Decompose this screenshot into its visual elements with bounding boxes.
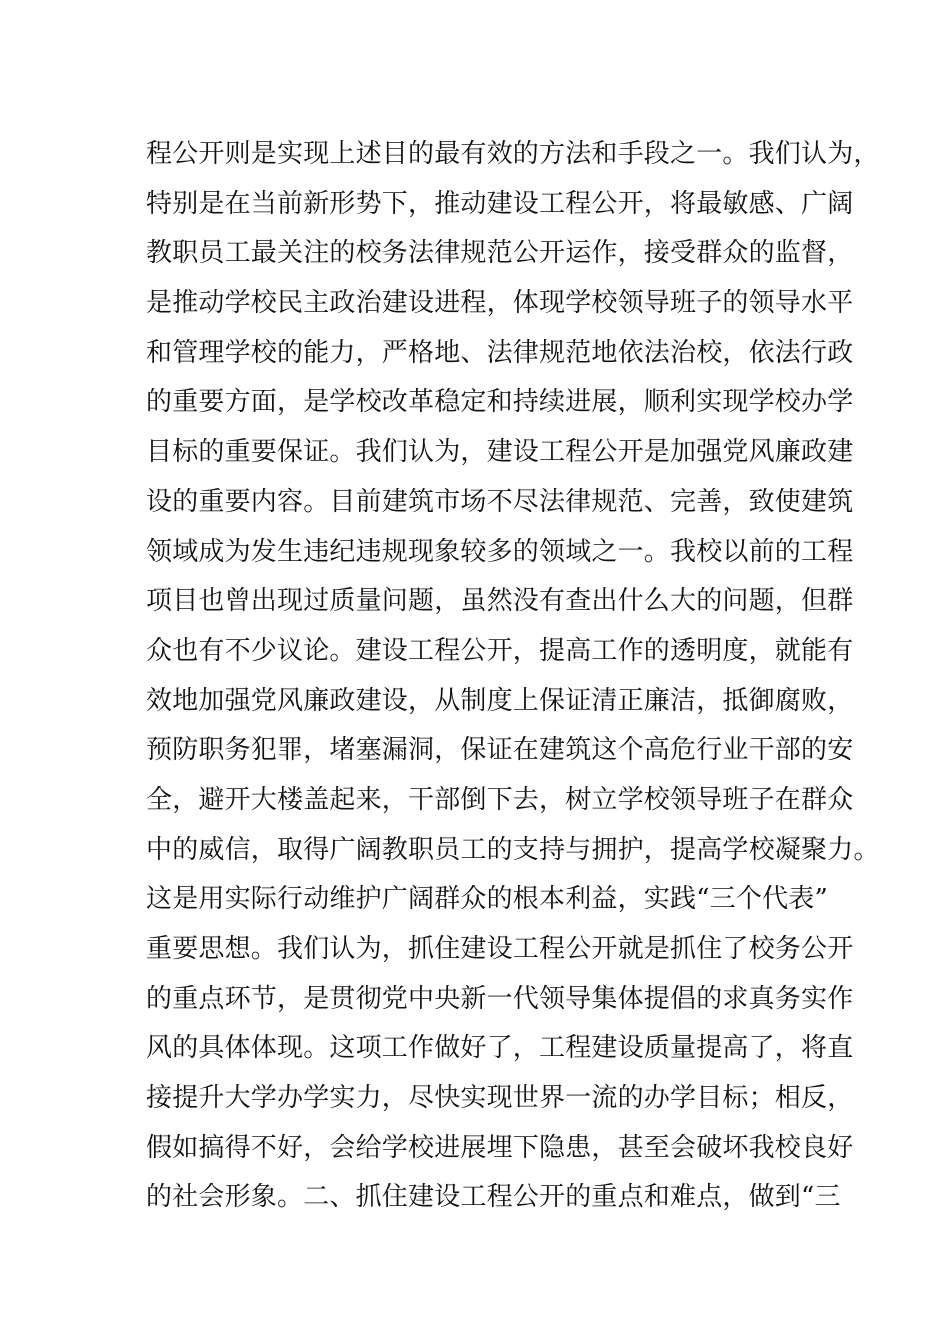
text-line-4: 是推动学校民主政治建设进程，体现学校领导班子的领导水平	[146, 288, 854, 319]
text-line-1: 程公开则是实现上述目的最有效的方法和手段之一。我们认为，	[146, 139, 880, 169]
text-line-15: 中的威信，取得广阔教职员工的支持与拥护，提高学校凝聚力。	[146, 834, 880, 865]
text-line-13: 预防职务犯罪，堵塞漏洞，保证在建筑这个高危行业干部的安	[146, 735, 854, 766]
text-line-14: 全，避开大楼盖起来，干部倒下去，树立学校领导班子在群众	[146, 784, 854, 815]
text-line-8: 设的重要内容。目前建筑市场不尽法律规范、完善，致使建筑	[146, 486, 854, 517]
text-line-18: 的重点环节，是贯彻党中央新一代领导集体提倡的求真务实作	[146, 983, 854, 1014]
text-line-9: 领域成为发生违纪违规现象较多的领域之一。我校以前的工程	[146, 536, 854, 567]
text-line-19: 风的具体体现。这项工作做好了，工程建设质量提高了，将直	[146, 1033, 854, 1064]
text-line-7: 目标的重要保证。我们认为，建设工程公开是加强党风廉政建	[146, 437, 854, 468]
text-line-6: 的重要方面，是学校改革稳定和持续进展，顺利实现学校办学	[146, 387, 854, 418]
text-line-21: 假如搞得不好，会给学校进展埋下隐患，甚至会破坏我校良好	[146, 1132, 854, 1163]
text-line-3: 教职员工最关注的校务法律规范公开运作，接受群众的监督，	[146, 238, 854, 269]
text-line-16: 这是用实际行动维护广阔群众的根本利益，实践“三个代表”	[146, 884, 828, 915]
text-line-2: 特别是在当前新形势下，推动建设工程公开，将最敏感、广阔	[146, 188, 854, 219]
text-line-5: 和管理学校的能力，严格地、法律规范地依法治校，依法行政	[146, 337, 854, 368]
body-text	[146, 130, 880, 1223]
text-line-17: 重要思想。我们认为，抓住建设工程公开就是抓住了校务公开	[146, 934, 854, 964]
text-line-22: 的社会形象。二、抓住建设工程公开的重点和难点，做到“三	[146, 1182, 841, 1213]
text-line-11: 众也有不少议论。建设工程公开，提高工作的透明度，就能有	[146, 635, 854, 666]
text-line-20: 接提升大学办学实力，尽快实现世界一流的办学目标；相反，	[146, 1083, 854, 1114]
text-line-10: 项目也曾出现过质量问题，虽然没有查出什么大的问题，但群	[146, 586, 854, 617]
text-line-12: 效地加强党风廉政建设，从制度上保证清正廉洁，抵御腐败，	[146, 685, 854, 716]
